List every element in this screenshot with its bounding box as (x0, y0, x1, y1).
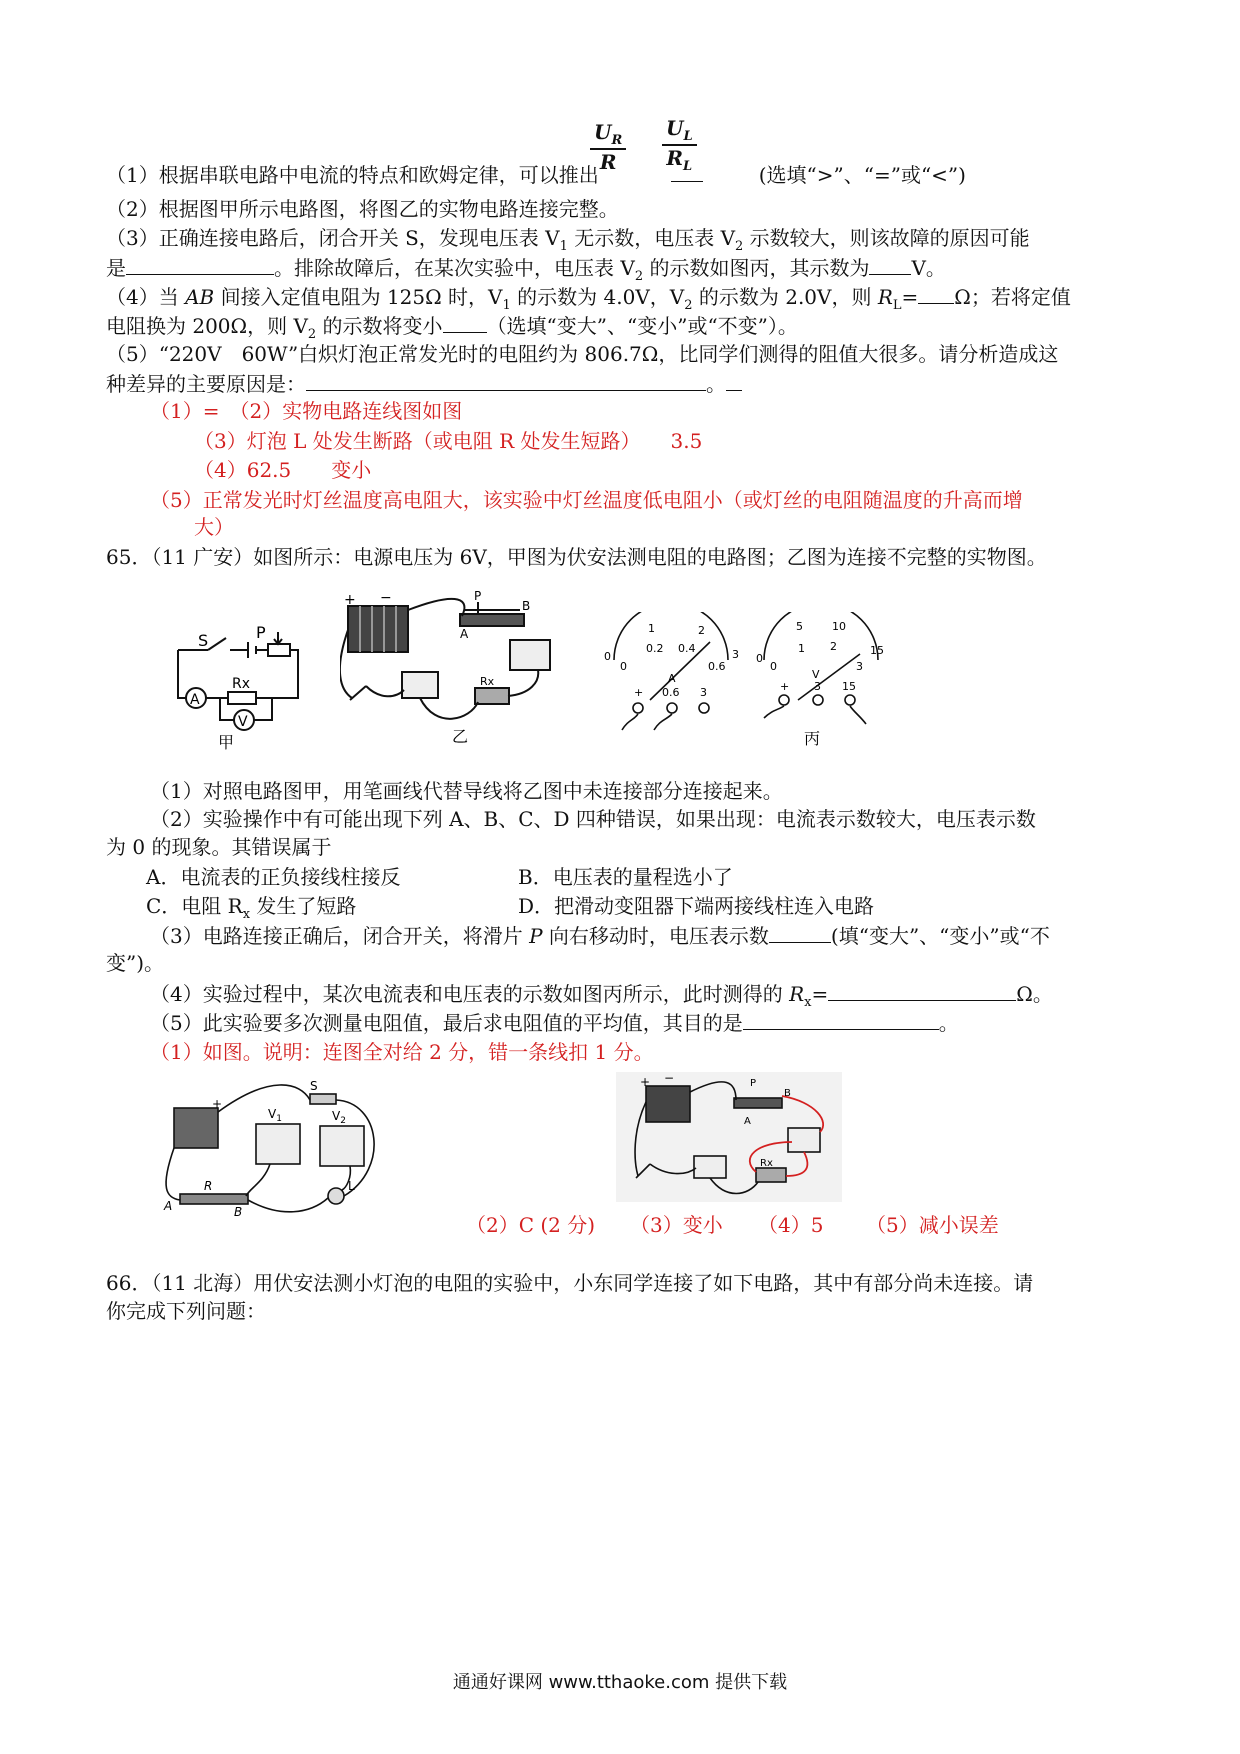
voltmeter-scale-top-15: 15 (870, 644, 884, 657)
ammeter-scale-top-1: 1 (648, 622, 655, 635)
voltmeter-scale-bottom-1: 1 (798, 642, 805, 655)
q65-answer-4: （4）5 (758, 1213, 824, 1237)
voltmeter-term-15: 15 (842, 680, 856, 693)
label-rx: Rx (232, 676, 251, 692)
answer-right-label-plus: + (640, 1075, 651, 1089)
q65-part2-line2: 为 0 的现象。其错误属于 (106, 835, 332, 859)
q64-answer-3: （3）灯泡 L 处发生断路（或电阻 R 处发生短路） 3.5 (194, 429, 703, 453)
ammeter-scale-bottom-1: 0.2 (646, 642, 664, 655)
q64-part1: （1）根据串联电路中电流的特点和欧姆定律，可以推出 (选填“>”、“=”或“<”) (106, 163, 966, 187)
answer-circuit-left (160, 1078, 390, 1222)
ammeter-term-06: 0.6 (662, 686, 680, 699)
q65-option-a: A．电流表的正负接线柱接反 (146, 865, 401, 889)
answer-left-label-v1: $V_1$ (268, 1107, 282, 1124)
q65-part3-line1: （3）电路连接正确后，闭合开关，将滑片 P 向右移动时，电压表示数 (填“变大”、“变小”或“不 (150, 924, 1050, 948)
voltmeter-scale-bottom-3: 3 (856, 660, 863, 673)
ammeter-scale-top-3: 3 (732, 648, 739, 661)
answer-right-label-minus: − (664, 1072, 675, 1085)
caption-jia: 甲 (218, 733, 235, 750)
q65-answer-2: （2）C (2 分) (466, 1213, 596, 1237)
q65-part1: （1）对照电路图甲，用笔画线代替导线将乙图中未连接部分连接起来。 (150, 779, 783, 803)
ammeter-term-plus: + (634, 686, 644, 699)
circuit-diagram-jia (168, 620, 308, 754)
answer-circuit-right (616, 1072, 842, 1206)
q65-option-c: C．电阻 $R_x$ 发生了短路 (146, 894, 357, 922)
q65-answer-3: （3）变小 (630, 1213, 723, 1237)
answer-left-label-plus: + (212, 1097, 223, 1111)
answer-blank (671, 161, 703, 182)
voltmeter-scale-top-0: 0 (756, 652, 763, 665)
q65-option-b: B．电压表的量程选小了 (518, 865, 733, 889)
q64-part3-line1: （3）正确连接电路后，闭合开关 S，发现电压表 $V_1$ 无示数，电压表 $V_2$ 示数较大，则该故障的原因可能 (106, 226, 1030, 254)
q64-part5-line1: （5）“220V 60W”白炽灯泡正常发光时的电阻约为 806.7Ω，比同学们测得的阻值大很多。请分析造成这 (106, 342, 1059, 366)
caption-bing: 丙 (804, 729, 821, 748)
q64-part4-line1: （4）当 AB 间接入定值电阻为 125Ω 时，$V_1$ 的示数为 4.0V，$V_2$ 的示数为 2.0V，则 $R_L= \Omega$；若将定值 (106, 285, 1071, 313)
rheostat-p-label: P (474, 590, 482, 603)
voltmeter-unit: V (812, 668, 820, 681)
q64-answer-5-line1: （5）正常发光时灯丝温度高电阻大，该实验中灯丝温度低电阻小（或灯丝的电阻随温度的升高而增 (150, 488, 1023, 512)
q65-answer-1: （1）如图。说明：连图全对给 2 分，错一条线扣 1 分。 (150, 1040, 654, 1064)
page-footer: 通通好课网 www.tthaoke.com 提供下载 (452, 1672, 788, 1693)
voltmeter-scale-top-5: 5 (796, 620, 803, 633)
q64-part2: （2）根据图甲所示电路图，将图乙的实物电路连接完整。 (106, 197, 619, 221)
rheostat-b-label: B (522, 599, 531, 613)
answer-right-label-b: B (784, 1088, 791, 1099)
q66-title-line2: 你完成下列问题： (106, 1299, 266, 1323)
q65-part4: （4）实验过程中，某次电流表和电压表的示数如图丙所示，此时测得的 $R_x= \Omega$。 (150, 982, 1053, 1010)
ammeter-scale-top-2: 2 (698, 624, 705, 637)
battery-minus-label: − (380, 590, 392, 606)
voltmeter-scale-top-10: 10 (832, 620, 846, 633)
q65-title: 65．（11 广安）如图所示：电源电压为 6V，甲图为伏安法测电阻的电路图；乙图为连接不完整的实物图。 (106, 545, 1047, 569)
resistor-rx-label: Rx (480, 675, 495, 688)
answer-left-label-v2: $V_2$ (332, 1109, 346, 1126)
q66-title-line1: 66．（11 北海）用伏安法测小灯泡的电阻的实验中，小东同学连接了如下电路，其中有部分尚未连接。请 (106, 1271, 1034, 1295)
physical-circuit-yi (340, 590, 600, 754)
q64-answer-1-2: （1）= （2）实物电路连线图如图 (150, 399, 463, 423)
ammeter-scale-bottom-0: 0 (620, 660, 627, 673)
label-p: P (256, 623, 266, 642)
rheostat-a-label: A (460, 627, 469, 641)
voltmeter-symbol: V (238, 714, 248, 730)
meters-bing (598, 612, 898, 756)
q65-part5: （5）此实验要多次测量电阻值，最后求电阻值的平均值，其目的是 。 (150, 1011, 959, 1035)
answer-left-label-r: R (204, 1179, 213, 1193)
answer-left-label-b: B (234, 1205, 243, 1218)
answer-right-label-a: A (744, 1116, 751, 1127)
ammeter-scale-bottom-2: 0.4 (678, 642, 696, 655)
answer-right-label-rx: Rx (760, 1158, 773, 1169)
ammeter-term-3: 3 (700, 686, 707, 699)
q64-part3-line2: 是 。排除故障后，在某次实验中，电压表 $V_2$ 的示数如图丙，其示数为 V。 (106, 256, 946, 284)
voltmeter-scale-bottom-2: 2 (830, 640, 837, 653)
q65-option-d: D．把滑动变阻器下端两接线柱连入电路 (518, 894, 875, 918)
answer-left-label-l: L (348, 1179, 355, 1193)
q64-part4-line2: 电阻换为 200Ω，则 $V_2$ 的示数将变小 （选填“变大”、“变小”或“不变”）。 (106, 314, 798, 342)
q64-answer-4: （4）62.5 变小 (194, 458, 372, 482)
answer-left-label-a: A (164, 1199, 173, 1213)
q64-part5-line2: 种差异的主要原因是： 。 (106, 370, 742, 397)
caption-yi: 乙 (452, 727, 469, 746)
fraction-ur-over-r: $\frac{U_R}{R}$ (590, 120, 626, 174)
ammeter-scale-bottom-3: 0.6 (708, 660, 726, 673)
voltmeter-term-3: 3 (814, 680, 821, 693)
voltmeter-term-plus: + (780, 680, 790, 693)
answer-right-label-p: P (750, 1078, 757, 1089)
voltmeter-scale-bottom-0: 0 (770, 660, 777, 673)
fraction-ul-over-rl: $\frac{U_L}{R_L}$ (662, 116, 697, 174)
battery-plus-label: + (344, 592, 356, 608)
ammeter-symbol: A (190, 692, 200, 708)
q65-part3-line2: 变”)。 (106, 951, 165, 975)
ammeter-scale-top-0: 0 (604, 650, 611, 663)
label-s: S (198, 631, 209, 650)
q65-part2-line1: （2）实验操作中有可能出现下列 A、B、C、D 四种错误，如果出现：电流表示数较大，电压表示数 (150, 807, 1036, 831)
q64-answer-5-line2: 大） (194, 515, 234, 539)
ammeter-unit: A (668, 672, 676, 685)
answer-left-label-s: S (310, 1079, 318, 1093)
q65-answer-5: （5）减小误差 (866, 1213, 999, 1237)
